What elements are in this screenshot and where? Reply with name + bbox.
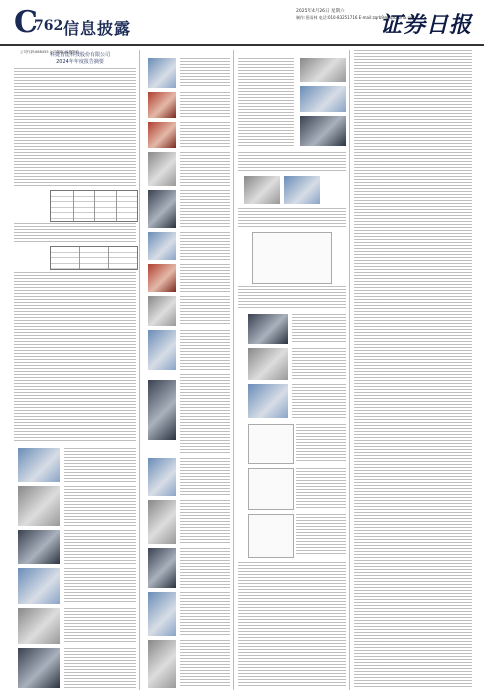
body-text-block [14,272,136,442]
product-photo [300,86,346,112]
data-table [50,246,138,270]
product-photo [248,384,288,418]
body-text-block [180,152,230,186]
body-text-block [238,562,346,688]
product-photo [148,58,176,88]
body-text-block [180,374,230,454]
body-text-block [180,500,230,544]
body-text-block [180,92,230,118]
body-text-block [296,468,346,508]
body-text-block [292,384,346,418]
product-photo [244,176,280,204]
page-number: 762 [34,18,64,34]
body-text-block [180,264,230,292]
body-text-block [180,232,230,260]
product-photo [18,448,60,482]
body-text-block [180,296,230,326]
body-text-block [180,190,230,228]
product-photo [148,640,176,688]
column-divider [233,50,234,690]
product-photo [148,264,176,292]
body-text-block [180,592,230,636]
body-text-block [14,223,136,243]
column-divider [139,50,140,690]
body-text-block [64,486,136,526]
body-text-block [180,458,230,496]
section-title: 信息披露 [63,19,132,38]
product-photo [18,648,60,688]
body-text-block [238,152,346,172]
company-name: 科捷智能科技股份有限公司 [49,52,110,58]
product-photo [148,330,176,370]
body-text-block [64,568,136,604]
product-photo [248,348,288,380]
body-text-block [14,68,136,186]
body-text-block [292,348,346,380]
newspaper-masthead: 证券日报 [379,12,472,38]
body-text-block [238,58,294,148]
system-diagram [248,468,294,510]
product-photo [248,314,288,344]
system-diagram [248,514,294,558]
body-text-block [354,50,472,688]
body-text-block [64,530,136,564]
body-text-block [292,314,346,344]
body-text-block [296,514,346,556]
product-photo [148,500,176,544]
body-text-block [238,208,346,228]
page-letter: C [14,5,38,40]
body-text-block [296,424,346,462]
system-diagram [252,232,332,284]
body-text-block [180,640,230,688]
product-photo [148,380,176,440]
body-text-block [64,648,136,688]
product-photo [148,548,176,588]
company-code-line: 公司代码:688455 公司简称:科捷智能 [20,50,79,54]
header-date: 2025年4月26日 星期六 [296,9,345,14]
product-photo [18,486,60,526]
product-photo [148,152,176,186]
header-contact: 制作:景雨林 电话:010-83251716 E-mail:zqrb9@zqrb.sina.net [296,15,415,20]
report-title: 2024年年度报告摘要 [56,59,104,65]
data-table [50,190,138,222]
product-photo [300,58,346,82]
company-title-block [40,52,120,66]
product-photo [148,122,176,148]
body-text-block [180,548,230,588]
page-header [0,0,484,46]
product-photo [148,232,176,260]
system-diagram [248,424,294,464]
body-text-block [180,330,230,370]
column-divider [349,50,350,690]
product-photo [148,92,176,118]
product-photo [148,296,176,326]
product-photo [18,568,60,604]
product-photo [18,530,60,564]
body-text-block [64,608,136,644]
product-photo [148,592,176,636]
body-text-block [180,58,230,88]
product-photo [148,458,176,496]
body-text-block [238,286,346,310]
body-text-block [64,448,136,482]
product-photo [300,116,346,146]
product-photo [284,176,320,204]
product-photo [148,190,176,228]
product-photo [18,608,60,644]
body-text-block [180,122,230,148]
